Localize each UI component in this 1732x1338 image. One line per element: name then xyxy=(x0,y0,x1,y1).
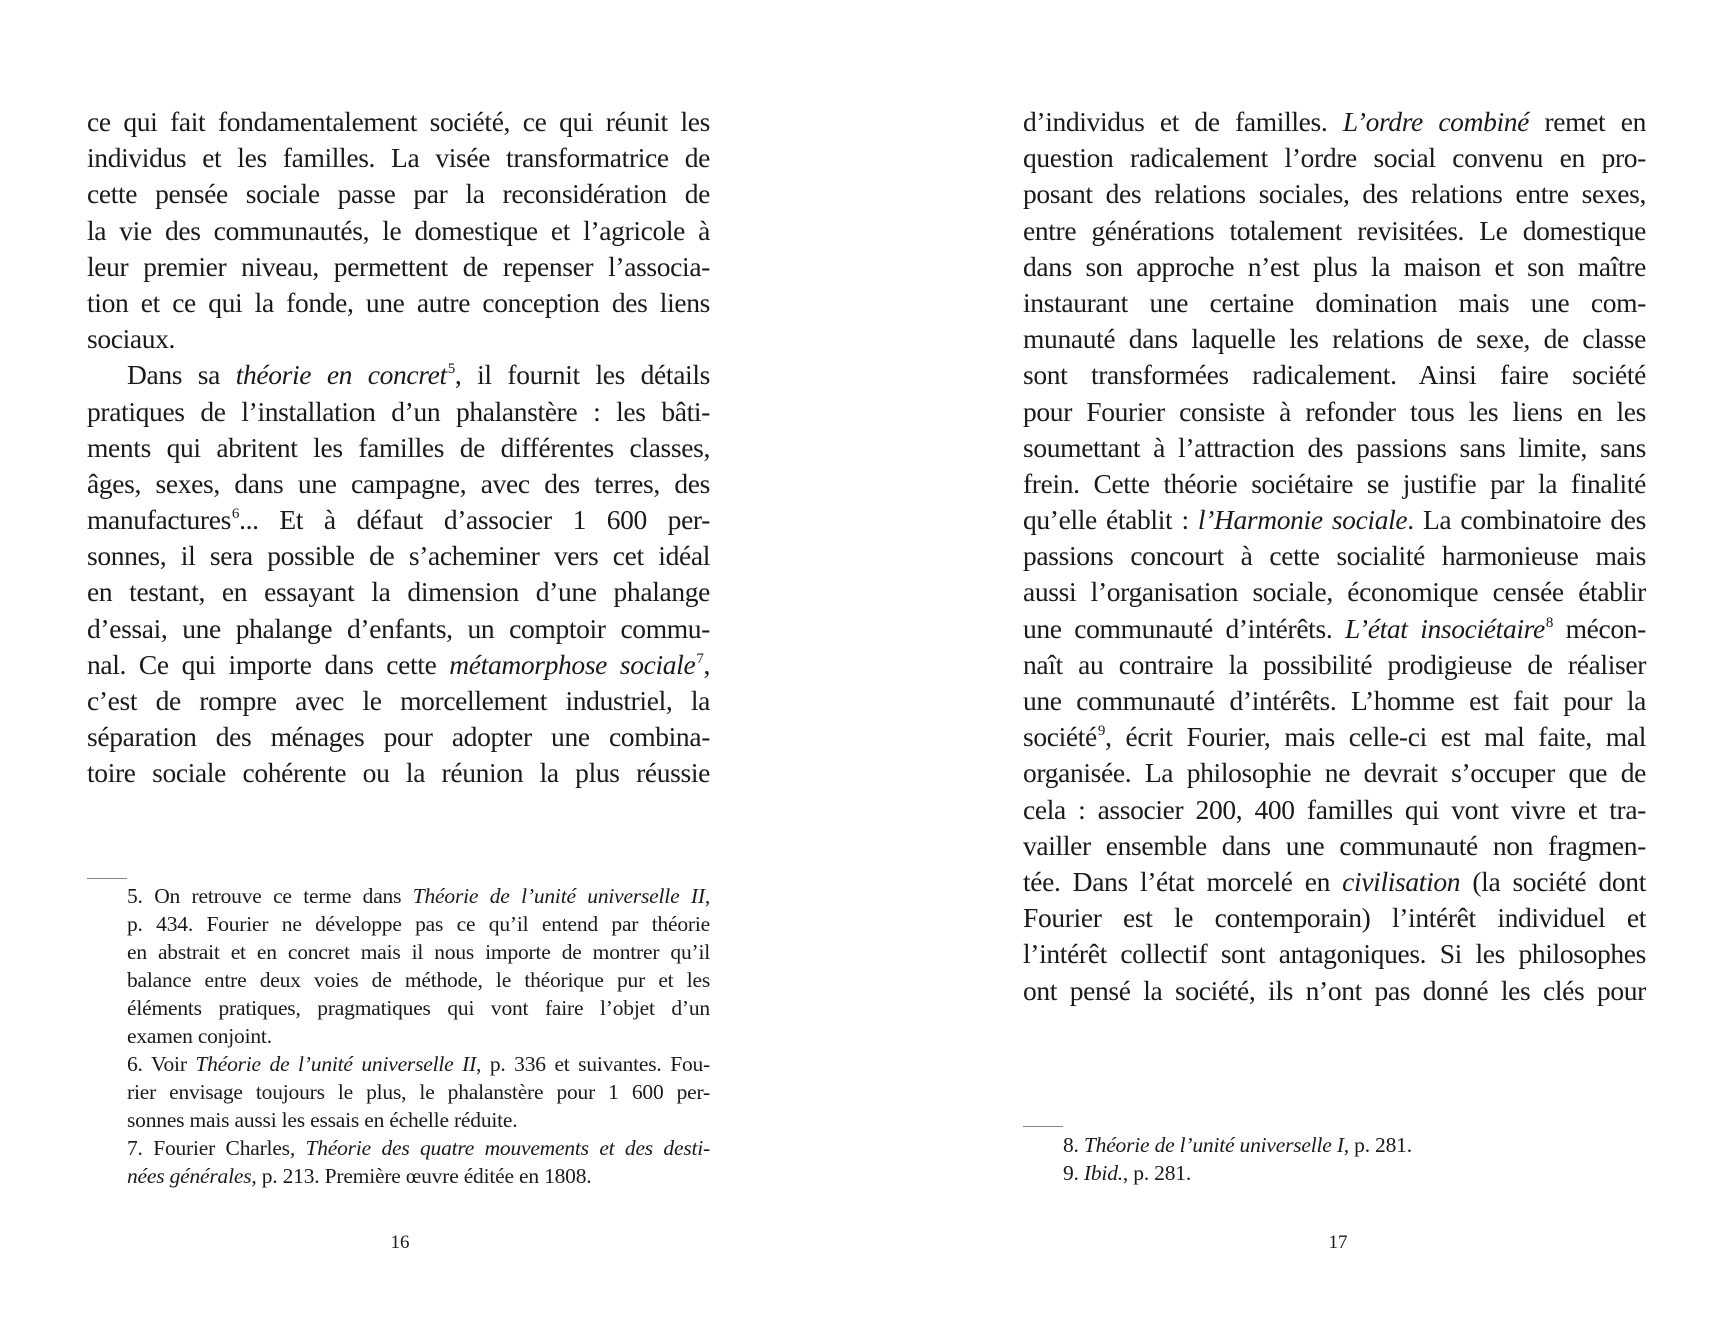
footnote-ref[interactable]: 8 xyxy=(1545,614,1553,631)
italic-term: L’état insociétaire xyxy=(1345,612,1545,644)
footnotes xyxy=(127,882,710,1190)
text-line: d’essai, une phalange d’enfants, un comptoir commu- xyxy=(87,612,710,644)
italic-term: L’ordre combiné xyxy=(1342,106,1530,137)
italic-title: Théorie de l’unité universelle II xyxy=(195,1052,477,1076)
italic-title: nées générales xyxy=(127,1164,252,1188)
text-line: ont pensé la société, ils n’ont pas donné les clés pour xyxy=(1023,974,1646,1006)
text-line: posant des relations sociales, des relations entre sexes, xyxy=(1023,178,1646,210)
body-text xyxy=(87,104,710,792)
text-run: , il fournit les détails xyxy=(454,359,710,391)
text-line: individus et les familles. La visée transformatrice de xyxy=(87,142,710,174)
text-run: , xyxy=(703,648,710,680)
text-line: la vie des communautés, le domestique et l’agricole à xyxy=(87,214,710,246)
text-line: c’est de rompre avec le morcellement industriel, la xyxy=(87,685,710,716)
text-line: ments qui abritent les familles de différentes classes, xyxy=(87,431,710,463)
text-line: passions concourt à cette socialité harmonieuse mais xyxy=(1023,540,1646,572)
text-line: question radicalement l’ordre social convenu en pro- xyxy=(1023,142,1646,174)
text-run: Dans sa xyxy=(127,359,236,391)
text-line: soumettant à l’attraction des passions sans limite, sans xyxy=(1023,431,1646,463)
page-number: 16 xyxy=(390,1232,410,1253)
text-line: cela : associer 200, 400 familles qui vont vivre et tra- xyxy=(1023,793,1646,825)
page-number: 17 xyxy=(1328,1232,1348,1253)
text-line xyxy=(1023,104,1646,140)
italic-title: Théorie des quatre mouvements et des desti- xyxy=(305,1136,710,1160)
text-line: tion et ce qui la fonde, une autre conception des liens xyxy=(87,286,710,318)
text-line: pour Fourier consiste à refonder tous les liens en les xyxy=(1023,395,1646,427)
text-run: 9. xyxy=(1063,1161,1084,1185)
text-run: . La combinatoire des xyxy=(1407,504,1647,536)
footnote-line: examen conjoint. xyxy=(127,1024,272,1048)
text-run: , p. 213. Première œuvre éditée en 1808. xyxy=(251,1164,592,1188)
text-line: instaurant une certaine domination mais une com- xyxy=(1023,286,1646,318)
text-run: société xyxy=(1023,721,1097,753)
text-line: ce qui fait fondamentalement société, ce qui réunit les xyxy=(87,106,710,137)
text-line xyxy=(87,502,710,538)
footnote-line: p. 434. Fourier ne développe pas ce qu’il entend par théorie xyxy=(127,912,710,936)
footnote-ref[interactable]: 5 xyxy=(447,361,455,378)
footnote-line xyxy=(127,1134,710,1162)
text-line: vailler ensemble dans une communauté non fragmen- xyxy=(1023,829,1646,861)
text-run: tée. Dans l’état morcelé en xyxy=(1023,865,1343,897)
text-line: organisée. La philosophie ne devrait s’occuper que de xyxy=(1023,757,1646,789)
footnote-line xyxy=(1063,1159,1646,1187)
footnote-line xyxy=(1063,1131,1646,1159)
text-run: 7. Fourier Charles, xyxy=(127,1136,306,1160)
italic-term: théorie en concret xyxy=(235,359,447,391)
text-line: Fourier est le contemporain) l’intérêt individuel et xyxy=(1023,902,1646,934)
text-run: 8. xyxy=(1063,1133,1084,1157)
footnote-line xyxy=(127,1050,710,1078)
text-line: sont transformées radicalement. Ainsi faire société xyxy=(1023,359,1646,391)
text-line xyxy=(1023,611,1646,647)
text-line: leur premier niveau, permettent de repenser l’associa- xyxy=(87,250,710,282)
footnote-line xyxy=(127,882,710,910)
footnote-divider xyxy=(87,878,127,879)
italic-title: Théorie de l’unité universelle II xyxy=(412,884,705,908)
text-run: (la société dont xyxy=(1460,865,1646,897)
text-run: 5. On retrouve ce terme dans xyxy=(127,884,413,908)
footnote-line: éléments pratiques, pragmatiques qui vont faire l’objet d’un xyxy=(127,996,710,1020)
text-line: naît au contraire la possibilité prodigieuse de réaliser xyxy=(1023,648,1646,680)
text-line: entre générations totalement revisitées. Le domestique xyxy=(1023,214,1646,246)
text-line: pratiques de l’installation d’un phalanstère : les bâti- xyxy=(87,395,710,427)
right-page xyxy=(866,0,1732,1338)
text-line: cette pensée sociale passe par la reconsidération de xyxy=(87,178,710,210)
text-run: mécon- xyxy=(1552,612,1646,644)
text-line: frein. Cette théorie sociétaire se justifie par la finalité xyxy=(1023,467,1646,499)
text-run: ... Et à défaut d’associer 1 600 per- xyxy=(239,504,710,536)
text-run: d’individus et de familles. xyxy=(1023,106,1343,137)
body-text xyxy=(1023,104,1646,1009)
text-run: 6. Voir xyxy=(127,1052,196,1076)
footnote-divider xyxy=(1023,1126,1063,1127)
italic-term: l’Harmonie sociale xyxy=(1197,504,1408,536)
text-line: sonnes, il sera possible de s’acheminer vers cet idéal xyxy=(87,540,710,572)
footnote-8 xyxy=(1063,1131,1646,1159)
footnote-7 xyxy=(127,1134,710,1190)
text-run: manufactures xyxy=(87,504,231,536)
text-line: âges, sexes, dans une campagne, avec des terres, des xyxy=(87,467,710,499)
footnote-line xyxy=(127,1162,710,1190)
text-run: remet en xyxy=(1529,106,1646,137)
text-line: toire sociale cohérente ou la réunion la plus réussie xyxy=(87,757,710,789)
text-line xyxy=(1023,502,1646,538)
text-line xyxy=(87,357,710,393)
text-line: l’intérêt collectif sont antagoniques. Si les philosophes xyxy=(1023,938,1646,970)
footnote-ref[interactable]: 6 xyxy=(231,506,240,523)
text-run: une communauté d’intérêts. xyxy=(1023,612,1345,644)
italic-title: Théorie de l’unité universelle I xyxy=(1083,1133,1344,1157)
text-line xyxy=(1023,864,1646,900)
text-line: dans son approche n’est plus la maison et son maître xyxy=(1023,250,1646,282)
footnote-line: sonnes mais aussi les essais en échelle réduite. xyxy=(127,1108,518,1132)
footnote-6 xyxy=(127,1050,710,1134)
footnote-9 xyxy=(1063,1159,1646,1187)
footnote-5 xyxy=(127,882,710,1050)
footnote-line: balance entre deux voies de méthode, le théorique pur et les xyxy=(127,968,710,992)
text-line xyxy=(87,647,710,683)
text-line xyxy=(1023,719,1646,755)
footnote-ref[interactable]: 7 xyxy=(696,650,704,667)
text-line: en testant, en essayant la dimension d’une phalange xyxy=(87,576,710,608)
footnote-ref[interactable]: 9 xyxy=(1097,723,1106,740)
text-line: munauté dans laquelle les relations de sexe, de classe xyxy=(1023,323,1646,355)
text-run: , p. 281. xyxy=(1122,1161,1191,1185)
footnote-line: rier envisage toujours le plus, le phalanstère pour 1 600 per- xyxy=(127,1080,710,1104)
italic-term: métamorphose sociale xyxy=(449,648,696,680)
text-run: nal. Ce qui importe dans cette xyxy=(87,648,450,680)
text-line: une communauté d’intérêts. L’homme est fait pour la xyxy=(1023,685,1646,716)
text-run: , p. 281. xyxy=(1343,1133,1412,1157)
text-line: sociaux. xyxy=(87,323,176,355)
text-line: séparation des ménages pour adopter une combina- xyxy=(87,721,710,753)
text-run: , xyxy=(704,884,710,908)
footnotes xyxy=(1063,1131,1646,1187)
text-run: qu’elle établit : xyxy=(1023,504,1198,536)
italic-term: civilisation xyxy=(1342,865,1461,897)
italic-title: Ibid. xyxy=(1083,1161,1123,1185)
footnote-line: en abstrait et en concret mais il nous importe de montrer qu’il xyxy=(127,940,710,964)
text-run: , p. 336 et suivantes. Fou- xyxy=(476,1052,711,1076)
text-line: aussi l’organisation sociale, économique censée établir xyxy=(1023,576,1646,608)
text-run: , écrit Fourier, mais celle-ci est mal faite, mal xyxy=(1105,721,1646,753)
